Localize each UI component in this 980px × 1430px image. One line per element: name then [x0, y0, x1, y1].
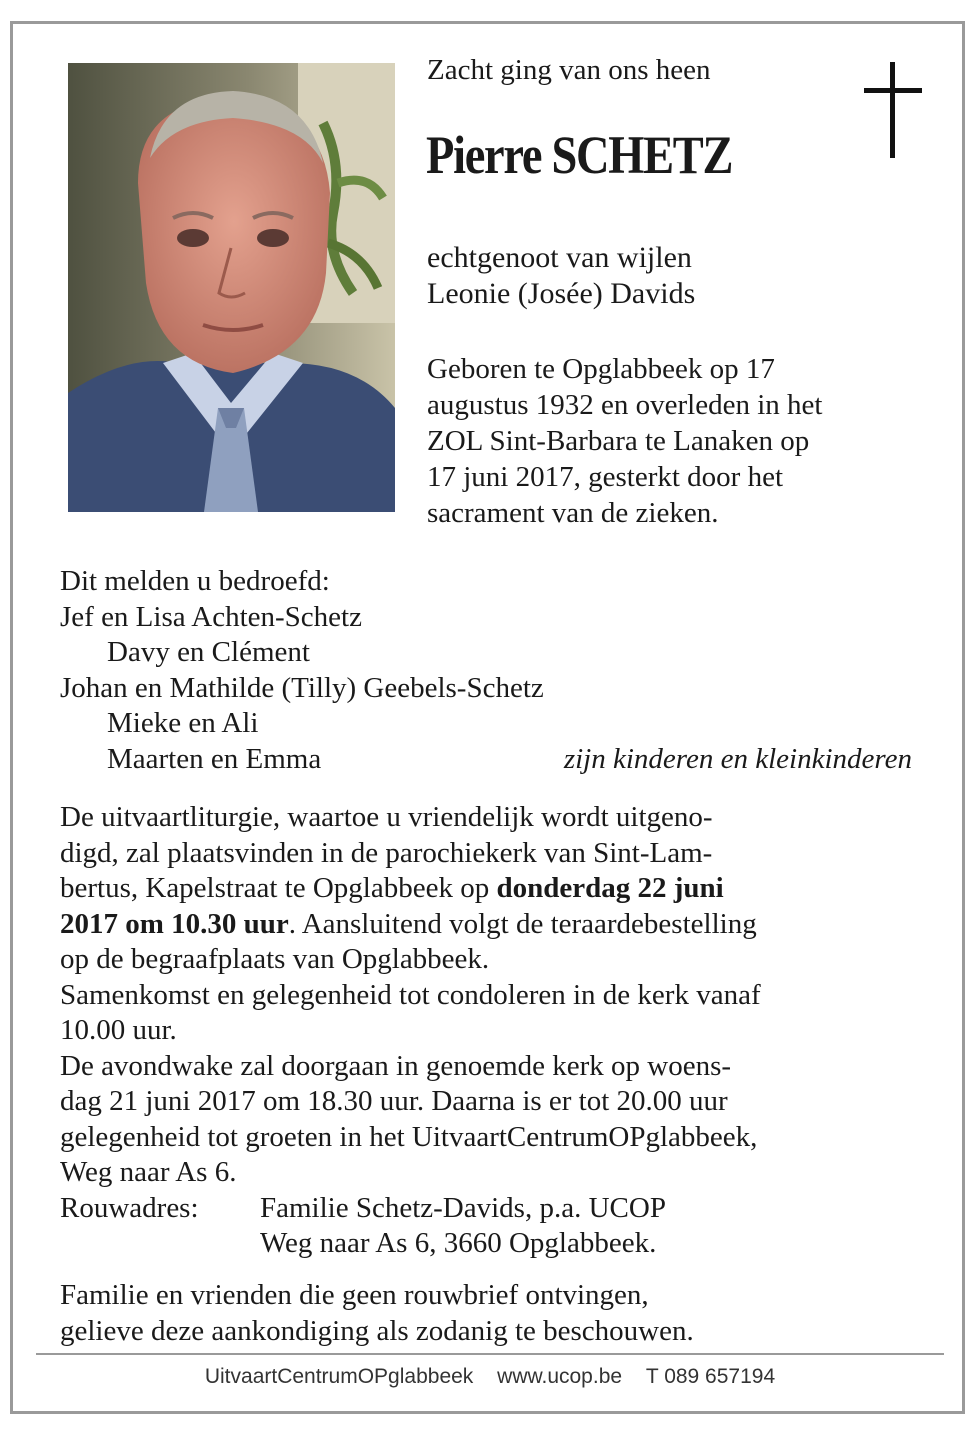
- mourner-line: Johan en Mathilde (Tilly) Geebels-Schetz: [60, 671, 544, 704]
- funeral-line: 10.00 uur.: [60, 1014, 177, 1046]
- portrait-illustration: [68, 63, 395, 512]
- birth-death-line: Geboren te Opglabbeek op 17: [427, 353, 775, 385]
- funeral-details: [60, 800, 925, 1262]
- footer: [0, 1365, 980, 1389]
- funeral-line: dag 21 juni 2017 om 18.30 uur. Daarna is er tot 20.00 uur: [60, 1085, 728, 1117]
- birth-death-block: [427, 351, 822, 531]
- birth-death-line: 17 juni 2017, gesterkt door het: [427, 461, 784, 493]
- funeral-line: De uitvaartliturgie, waartoe u vriendelijk wordt uitgeno-: [60, 801, 713, 833]
- funeral-line: De avondwake zal doorgaan in genoemde kerk op woens-: [60, 1049, 732, 1082]
- spouse-line: echtgenoot van wijlen: [427, 241, 692, 274]
- mourner-line: Jef en Lisa Achten-Schetz: [60, 600, 362, 633]
- funeral-text: . Aansluitend volgt de teraardebestelling: [288, 907, 757, 940]
- notice-line: gelieve deze aankondiging als zodanig te beschouwen.: [60, 1314, 694, 1347]
- funeral-line: [60, 871, 925, 907]
- funeral-line: gelegenheid tot groeten in het UitvaartCentrumOPglabbeek,: [60, 1120, 758, 1153]
- mourner-line: Davy en Clément: [107, 636, 310, 668]
- footer-divider: [36, 1353, 944, 1355]
- footer-website[interactable]: www.ucop.be: [497, 1365, 623, 1388]
- portrait-photo: [68, 63, 395, 512]
- funeral-line: op de begraafplaats van Opglabbeek.: [60, 943, 490, 975]
- address-label: Rouwadres:: [60, 1191, 199, 1224]
- intro-text: Zacht ging van ons heen: [427, 54, 711, 86]
- notice-section: [60, 1278, 694, 1349]
- mourners-section: [60, 564, 920, 777]
- funeral-line: [60, 907, 925, 943]
- funeral-time-bold: 2017 om 10.30 uur: [60, 907, 289, 940]
- funeral-text: bertus, Kapelstraat te Opglabbeek op: [60, 872, 497, 904]
- address-line: Weg naar As 6, 3660 Opglabbeek.: [260, 1227, 657, 1259]
- cross-icon: [864, 62, 922, 158]
- birth-death-line: augustus 1932 en overleden in het: [427, 389, 823, 421]
- address-line: [60, 1191, 925, 1227]
- spouse-block: [427, 240, 695, 312]
- funeral-line: Weg naar As 6.: [60, 1156, 237, 1188]
- funeral-date-bold: donderdag 22 juni: [496, 872, 724, 904]
- funeral-line: Samenkomst en gelegenheid tot condoleren in de kerk vanaf: [60, 978, 761, 1011]
- spouse-line: Leonie (Josée) Davids: [427, 277, 696, 310]
- mourner-line: Mieke en Ali: [107, 707, 259, 739]
- notice-line: Familie en vrienden die geen rouwbrief ontvingen,: [60, 1279, 649, 1311]
- address-value: Familie Schetz-Davids, p.a. UCOP: [260, 1191, 666, 1224]
- birth-death-line: ZOL Sint-Barbara te Lanaken op: [427, 425, 810, 457]
- relation-note: zijn kinderen en kleinkinderen: [563, 742, 912, 775]
- birth-death-line: sacrament van de zieken.: [427, 497, 719, 529]
- mourners-intro: Dit melden u bedroefd:: [60, 565, 330, 597]
- mourner-line: Maarten en Emma: [107, 742, 322, 775]
- footer-company: UitvaartCentrumOPglabbeek: [204, 1365, 474, 1388]
- funeral-line: digd, zal plaatsvinden in de parochiekerk van Sint-Lam-: [60, 836, 713, 869]
- footer-phone: T 089 657194: [645, 1365, 776, 1388]
- deceased-name: Pierre SCHETZ: [426, 125, 733, 185]
